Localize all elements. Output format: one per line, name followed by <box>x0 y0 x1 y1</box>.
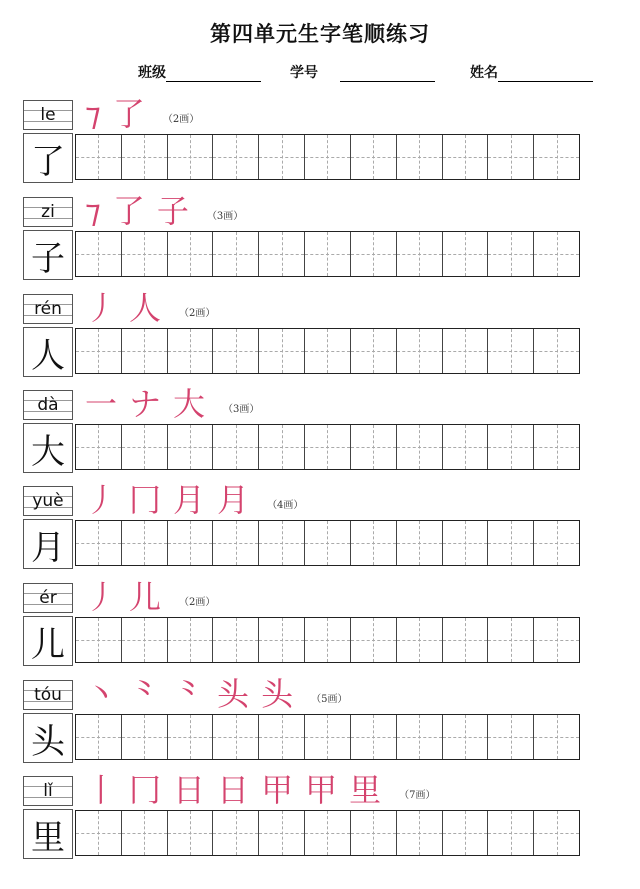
stroke-order <box>85 772 435 808</box>
writing-cell[interactable] <box>351 329 397 373</box>
practice-row <box>23 675 583 768</box>
stroke-step: 丿 <box>85 481 118 519</box>
model-character: 子 <box>23 230 73 280</box>
writing-cell[interactable] <box>351 135 397 179</box>
writing-cell[interactable] <box>76 521 122 565</box>
writing-cell[interactable] <box>76 618 122 662</box>
writing-cell[interactable] <box>213 521 259 565</box>
writing-cell[interactable] <box>76 811 122 855</box>
stroke-count: （5画） <box>311 694 348 705</box>
writing-cell[interactable] <box>397 715 443 759</box>
stroke-step: 人 <box>129 289 162 327</box>
writing-grid <box>75 424 580 470</box>
stroke-step: 一 <box>85 385 118 423</box>
writing-cell[interactable] <box>76 329 122 373</box>
stroke-step: 大 <box>173 385 206 423</box>
writing-cell[interactable] <box>168 329 214 373</box>
stroke-step: 里 <box>349 771 382 809</box>
writing-cell[interactable] <box>168 811 214 855</box>
writing-cell[interactable] <box>122 521 168 565</box>
stroke-step: 了 <box>112 95 145 133</box>
stroke-step: 丿 <box>85 289 118 327</box>
writing-cell[interactable] <box>259 232 305 276</box>
writing-cell[interactable] <box>213 232 259 276</box>
stroke-step: 日 <box>217 771 250 809</box>
writing-cell[interactable] <box>397 618 443 662</box>
writing-cell[interactable] <box>213 618 259 662</box>
writing-cell[interactable] <box>488 521 534 565</box>
practice-row <box>23 481 583 574</box>
stroke-step: 了 <box>112 192 145 230</box>
number-label: 学号 <box>290 65 318 81</box>
writing-cell[interactable] <box>534 811 579 855</box>
writing-cell[interactable] <box>168 425 214 469</box>
practice-row <box>23 578 583 671</box>
stroke-step: 日 <box>173 771 206 809</box>
pinyin-text: dà <box>37 395 59 415</box>
writing-cell[interactable] <box>76 715 122 759</box>
pinyin-box <box>23 583 73 613</box>
writing-cell[interactable] <box>488 618 534 662</box>
class-field <box>138 62 261 82</box>
pinyin-text: lǐ <box>43 781 53 801</box>
writing-cell[interactable] <box>351 618 397 662</box>
stroke-count: （2画） <box>179 597 216 608</box>
pinyin-text: rén <box>34 299 62 319</box>
writing-cell[interactable] <box>259 715 305 759</box>
writing-cell[interactable] <box>534 425 579 469</box>
stroke-step: 丿 <box>85 578 118 616</box>
pinyin-box <box>23 776 73 806</box>
writing-cell[interactable] <box>259 521 305 565</box>
writing-grid <box>75 714 580 760</box>
stroke-order <box>85 290 215 326</box>
writing-cell[interactable] <box>122 232 168 276</box>
writing-cell[interactable] <box>259 425 305 469</box>
pinyin-box <box>23 680 73 710</box>
model-character: 大 <box>23 423 73 473</box>
stroke-count: （2画） <box>179 308 216 319</box>
writing-cell[interactable] <box>305 521 351 565</box>
model-character: 头 <box>23 713 73 763</box>
writing-cell[interactable] <box>351 425 397 469</box>
stroke-order <box>85 96 199 132</box>
stroke-step: 丶 <box>85 675 118 713</box>
writing-cell[interactable] <box>168 715 214 759</box>
model-character: 人 <box>23 327 73 377</box>
writing-cell[interactable] <box>443 135 489 179</box>
writing-cell[interactable] <box>76 135 122 179</box>
stroke-order <box>85 676 347 712</box>
name-field <box>470 62 593 82</box>
writing-cell[interactable] <box>351 232 397 276</box>
pinyin-box <box>23 100 73 130</box>
name-blank[interactable] <box>498 65 593 82</box>
stroke-step: 月 <box>217 481 250 519</box>
writing-cell[interactable] <box>443 329 489 373</box>
stroke-step: ⁊ <box>85 95 101 133</box>
writing-cell[interactable] <box>488 329 534 373</box>
writing-cell[interactable] <box>397 232 443 276</box>
writing-cell[interactable] <box>213 425 259 469</box>
writing-cell[interactable] <box>305 425 351 469</box>
stroke-step: ⺀ <box>129 675 162 713</box>
stroke-count: （2画） <box>162 114 200 125</box>
writing-cell[interactable] <box>122 425 168 469</box>
writing-cell[interactable] <box>305 329 351 373</box>
writing-cell[interactable] <box>213 329 259 373</box>
pinyin-text: zi <box>41 202 55 222</box>
name-label: 姓名 <box>470 65 498 81</box>
writing-cell[interactable] <box>534 521 579 565</box>
writing-cell[interactable] <box>122 715 168 759</box>
writing-cell[interactable] <box>213 135 259 179</box>
pinyin-text: le <box>40 105 56 125</box>
practice-row <box>23 771 583 864</box>
stroke-step: 冂 <box>129 771 162 809</box>
writing-cell[interactable] <box>122 135 168 179</box>
model-character: 了 <box>23 133 73 183</box>
writing-cell[interactable] <box>305 135 351 179</box>
number-blank[interactable] <box>340 65 435 82</box>
stroke-step: 冂 <box>129 481 162 519</box>
practice-row <box>23 289 583 382</box>
stroke-step: 头 <box>217 675 250 713</box>
pinyin-box <box>23 294 73 324</box>
stroke-step: 头 <box>261 675 294 713</box>
stroke-step: ⺀ <box>173 675 206 713</box>
number-field <box>290 62 435 82</box>
practice-row <box>23 192 583 285</box>
practice-row <box>23 95 583 188</box>
writing-cell[interactable] <box>443 521 489 565</box>
writing-cell[interactable] <box>168 232 214 276</box>
stroke-count: （3画） <box>206 211 244 222</box>
writing-cell[interactable] <box>305 715 351 759</box>
writing-cell[interactable] <box>213 715 259 759</box>
writing-cell[interactable] <box>76 425 122 469</box>
stroke-order <box>85 579 215 615</box>
writing-cell[interactable] <box>168 618 214 662</box>
writing-cell[interactable] <box>443 232 489 276</box>
model-character: 月 <box>23 519 73 569</box>
writing-grid <box>75 328 580 374</box>
pinyin-text: yuè <box>32 491 64 511</box>
model-character: 里 <box>23 809 73 859</box>
writing-cell[interactable] <box>443 425 489 469</box>
writing-cell[interactable] <box>397 135 443 179</box>
writing-cell[interactable] <box>397 425 443 469</box>
writing-cell[interactable] <box>351 715 397 759</box>
stroke-order <box>85 482 303 518</box>
stroke-order <box>85 386 259 422</box>
writing-cell[interactable] <box>534 618 579 662</box>
writing-cell[interactable] <box>488 715 534 759</box>
stroke-step: 丨 <box>85 771 118 809</box>
writing-cell[interactable] <box>351 521 397 565</box>
stroke-step: 儿 <box>129 578 162 616</box>
practice-row <box>23 385 583 478</box>
pinyin-box <box>23 390 73 420</box>
writing-cell[interactable] <box>397 521 443 565</box>
writing-cell[interactable] <box>443 715 489 759</box>
page-title: 第四单元生字笔顺练习 <box>210 21 430 46</box>
writing-grid <box>75 134 580 180</box>
writing-cell[interactable] <box>534 135 579 179</box>
stroke-count: （3画） <box>223 404 260 415</box>
writing-cell[interactable] <box>534 715 579 759</box>
writing-cell[interactable] <box>168 135 214 179</box>
stroke-step: ナ <box>129 385 162 423</box>
writing-cell[interactable] <box>488 425 534 469</box>
writing-cell[interactable] <box>259 329 305 373</box>
writing-cell[interactable] <box>488 811 534 855</box>
stroke-step: 子 <box>156 192 189 230</box>
stroke-count: （7画） <box>399 790 436 801</box>
writing-cell[interactable] <box>443 618 489 662</box>
writing-grid <box>75 810 580 856</box>
pinyin-box <box>23 486 73 516</box>
writing-cell[interactable] <box>122 329 168 373</box>
writing-cell[interactable] <box>488 232 534 276</box>
writing-grid <box>75 520 580 566</box>
stroke-count: （4画） <box>267 500 304 511</box>
writing-cell[interactable] <box>305 811 351 855</box>
writing-cell[interactable] <box>259 135 305 179</box>
writing-grid <box>75 231 580 277</box>
stroke-step: 甲 <box>305 771 338 809</box>
pinyin-text: tóu <box>34 685 62 705</box>
stroke-step: 月 <box>173 481 206 519</box>
pinyin-text: ér <box>39 588 57 608</box>
writing-cell[interactable] <box>259 618 305 662</box>
class-blank[interactable] <box>166 65 261 82</box>
writing-cell[interactable] <box>76 232 122 276</box>
writing-cell[interactable] <box>259 811 305 855</box>
writing-cell[interactable] <box>122 618 168 662</box>
class-label: 班级 <box>138 65 166 81</box>
writing-cell[interactable] <box>534 232 579 276</box>
writing-cell[interactable] <box>305 618 351 662</box>
writing-cell[interactable] <box>397 329 443 373</box>
pinyin-box <box>23 197 73 227</box>
writing-cell[interactable] <box>122 811 168 855</box>
stroke-order <box>85 193 243 229</box>
stroke-step: 甲 <box>261 771 294 809</box>
model-character: 儿 <box>23 616 73 666</box>
stroke-step: ⁊ <box>85 192 101 230</box>
writing-cell[interactable] <box>168 521 214 565</box>
writing-cell[interactable] <box>305 232 351 276</box>
writing-cell[interactable] <box>397 811 443 855</box>
writing-cell[interactable] <box>443 811 489 855</box>
writing-cell[interactable] <box>351 811 397 855</box>
writing-cell[interactable] <box>488 135 534 179</box>
writing-cell[interactable] <box>534 329 579 373</box>
writing-cell[interactable] <box>213 811 259 855</box>
writing-grid <box>75 617 580 663</box>
